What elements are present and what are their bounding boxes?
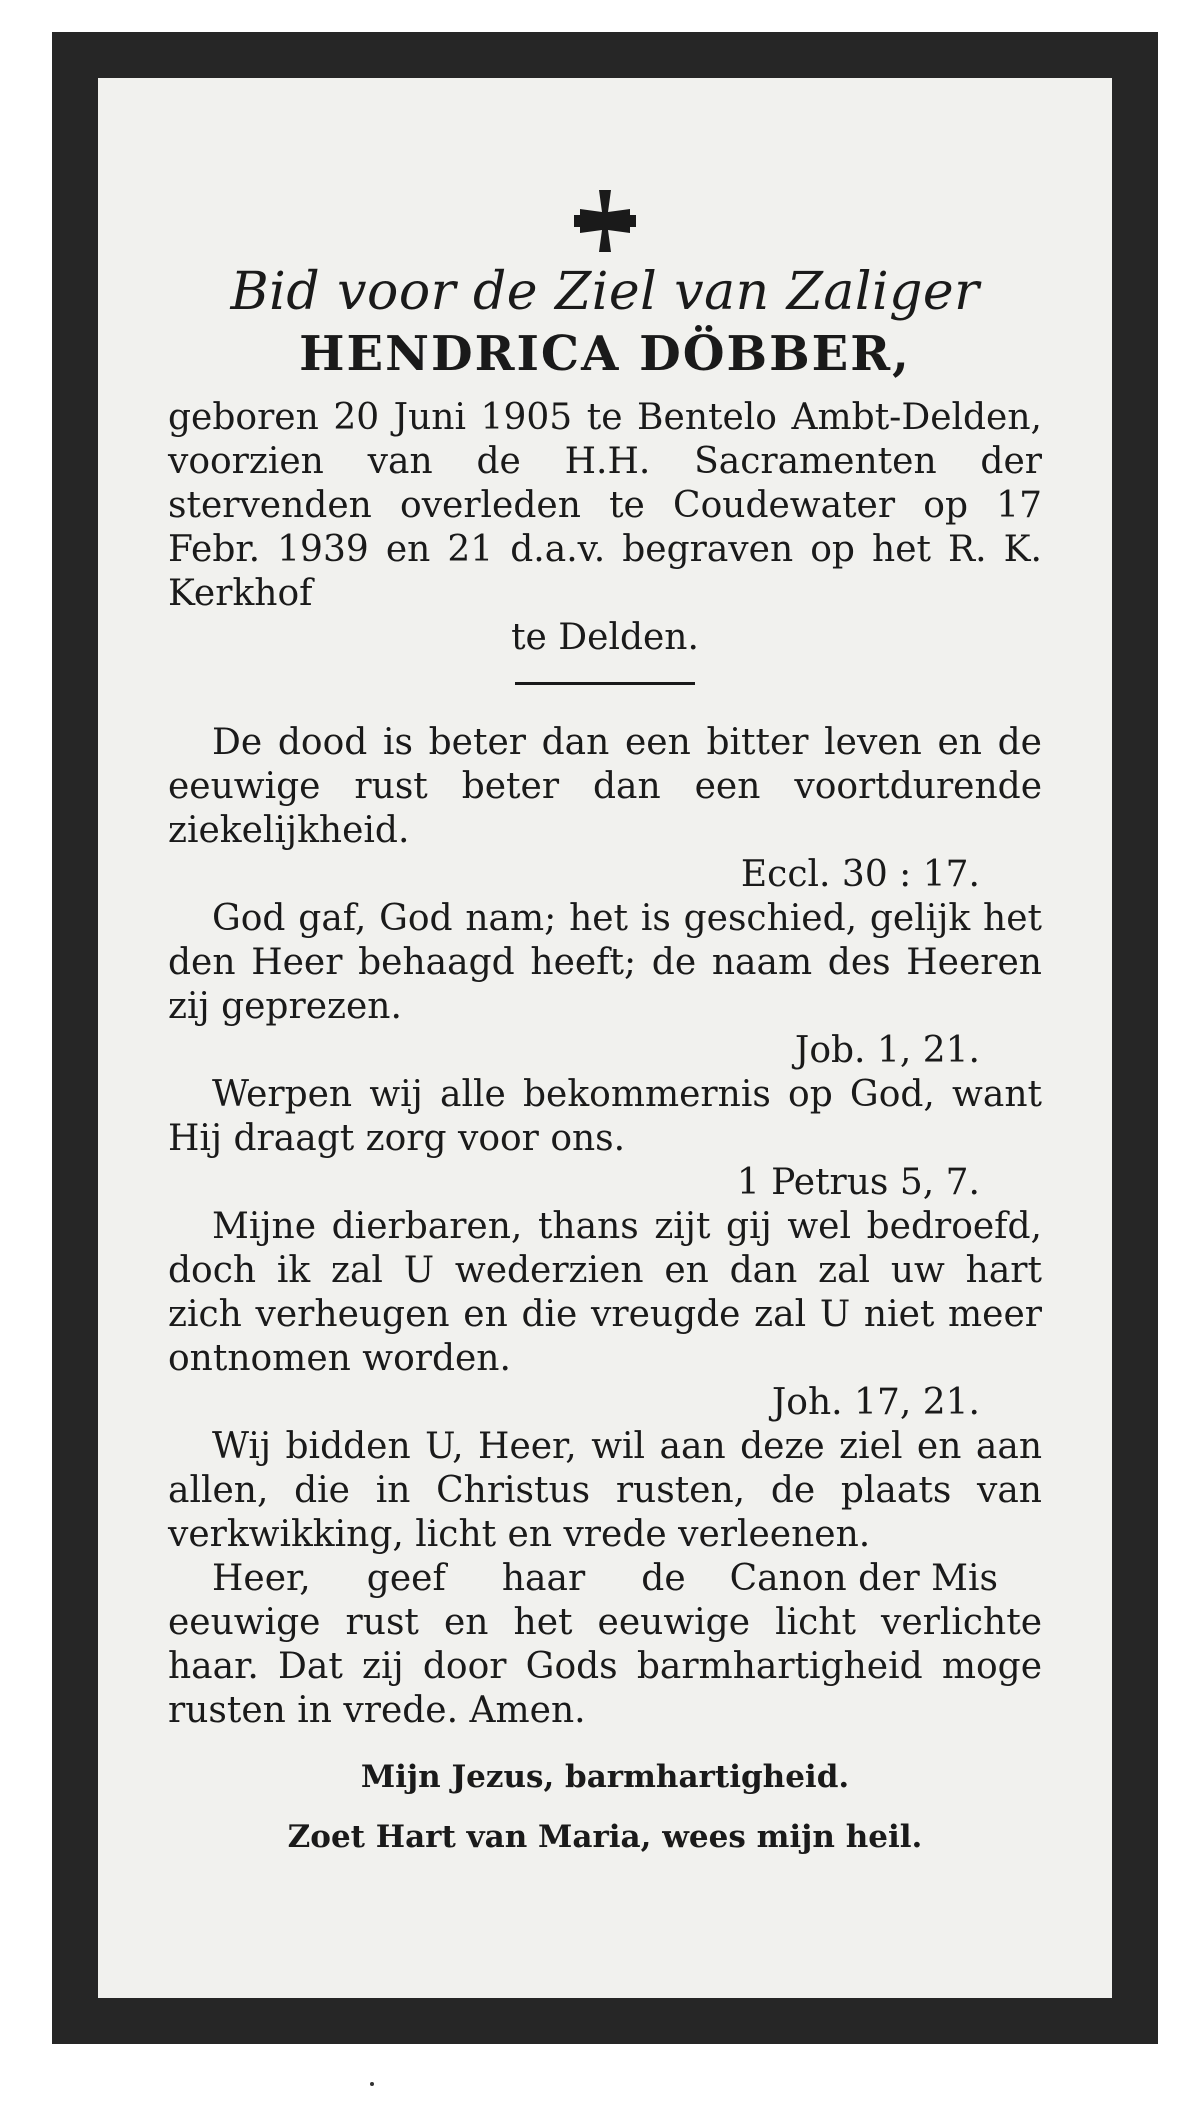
final-prayer: Heer, geef haar de eeuwige rust en het eeuwige licht verlichte haar. Dat zij door Gods barmhartigheid moge rusten in vrede. Amen.: [168, 1558, 1042, 1731]
passage-5-body: Wij bidden U, Heer, wil aan deze ziel en aan allen, die in Christus rusten, de plaats van verkwikking, licht en vrede verleenen.: [168, 1426, 1042, 1555]
biography-text: geboren 20 Juni 1905 te Bentelo Ambt-Delden, voorzien van de H.H. Sacramenten der stervenden overleden te Coudewater op 17 Febr. 1939 en 21 d.a.v. begraven op het R. K. Kerkhof: [168, 397, 1042, 614]
passage-3-reference: 1 Petrus 5, 7.: [736, 1162, 980, 1203]
divider: [515, 682, 695, 685]
passage-1-reference: Eccl. 30 : 17.: [740, 854, 980, 895]
cross-icon: [572, 188, 638, 254]
passage-1-text: De dood is beter dan een bitter leven en de eeuwige rust beter dan een voortdurende ziekelijkheid.: [168, 722, 1042, 851]
ejaculation-2: Zoet Hart van Maria, wees mijn heil.: [287, 1819, 923, 1855]
passage-3-text: Werpen wij alle bekommernis op God, want Hij draagt zorg voor ons.: [168, 1074, 1042, 1159]
passage-4-reference: Joh. 17, 21.: [771, 1382, 980, 1423]
biography-last-line: te Delden.: [511, 617, 699, 658]
passage-4-text: Mijne dierbaren, thans zijt gij wel bedroefd, doch ik zal U wederzien en dan zal uw hart zich verheugen en die vreugde zal U niet meer ontnomen worden.: [168, 1206, 1042, 1379]
card-heading: Bid voor de Ziel van Zaliger: [230, 262, 980, 322]
speck: [370, 2082, 374, 2086]
deceased-name: HENDRICA DÖBBER,: [299, 326, 911, 382]
passage-2-text: God gaf, God nam; het is geschied, gelijk het den Heer behaagd heeft; de naam des Heeren zij geprezen.: [168, 898, 1042, 1027]
passage-5-text: [168, 1425, 1042, 1599]
passage-2-reference: Job. 1, 21.: [794, 1030, 980, 1071]
passage-5-reference: Canon der Mis: [729, 1558, 998, 1599]
card-body: [98, 78, 1112, 1998]
ejaculation-1: Mijn Jezus, barmhartigheid.: [360, 1759, 850, 1795]
biography: [168, 396, 1042, 660]
memorial-card: [52, 32, 1158, 2044]
